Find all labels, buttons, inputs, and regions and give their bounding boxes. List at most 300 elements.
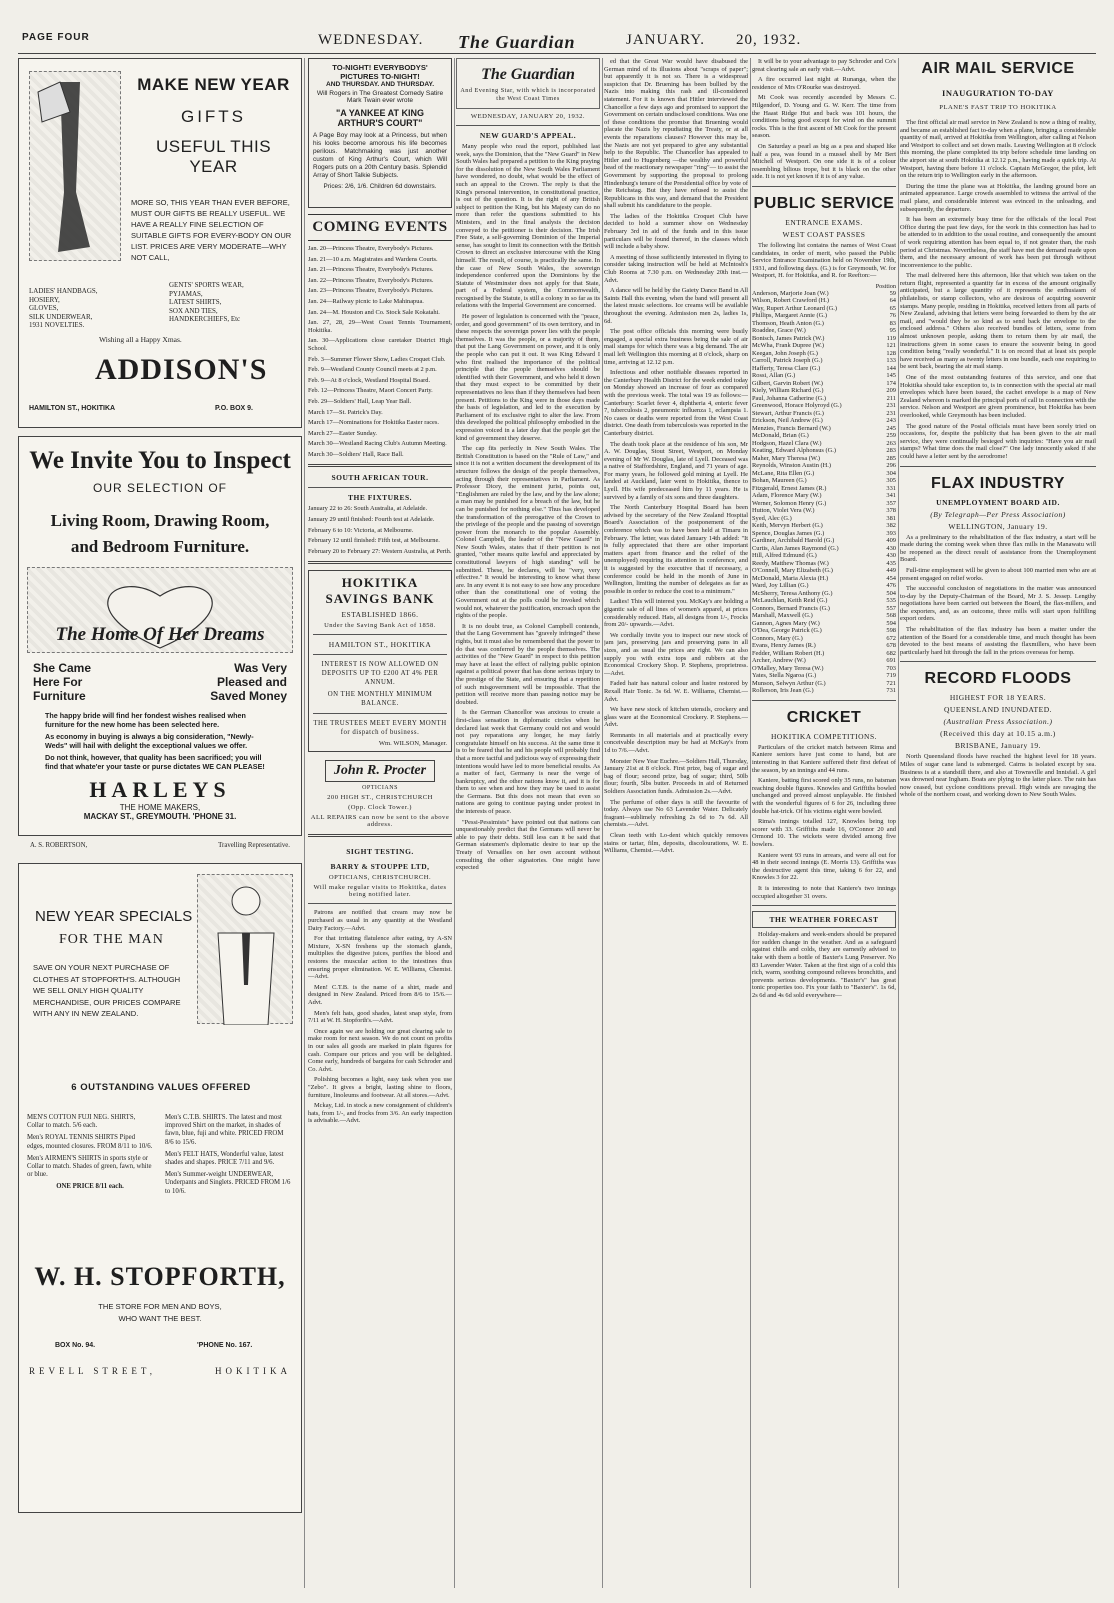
section-subtitle: THE FIXTURES. xyxy=(347,493,412,503)
candidate-name: McLauchlan, Keith Reid (G.) xyxy=(752,597,828,605)
list-item xyxy=(752,582,896,590)
list-item: SOX AND TIES, xyxy=(169,306,218,315)
candidate-position: 119 xyxy=(886,334,896,342)
list-item xyxy=(752,530,896,538)
candidate-position: 568 xyxy=(886,612,896,620)
candidate-position: 594 xyxy=(886,619,896,627)
candidate-position: 598 xyxy=(886,627,896,635)
candidate-name: Syed, Alec (G.) xyxy=(752,514,792,522)
offer-item: Men's FELT HATS, Wonderful value, latest shades and shapes. PRICE 7/11 and 9/6. xyxy=(165,1150,284,1167)
list-item xyxy=(752,335,896,343)
list-item xyxy=(752,365,896,373)
section-title: SIGHT TESTING. xyxy=(346,847,414,857)
candidate-name: Curtis, Alan James Raymond (G.) xyxy=(752,544,839,552)
paragraph: During the time the plane was at Hokitika, the landing ground bore an animated appearance. Large crowds assembled to witness the arrival of the mail plane, and considerable interest was evinced in the unloading, and subsequently, the departure. xyxy=(900,182,1096,213)
store-town: HOKITIKA xyxy=(215,1366,291,1376)
list-item xyxy=(752,395,896,403)
candidate-name: Rollerson, Iris Jean (G.) xyxy=(752,687,814,695)
press-credit: (Australian Press Association.) xyxy=(943,717,1053,727)
list-item xyxy=(752,567,896,575)
paragraph: Men's felt hats, good shades, latest snap style, from 7/11 at W. H. Stopforth's.—Advt. xyxy=(308,1009,452,1025)
paragraph: Jan. 27, 28, 29—West Coast Tennis Tournament, Hokitika. xyxy=(308,319,452,334)
paragraph: Ladies! This will interest you. McKay's are holding a gigantic sale of all lines of women's apparel, at prices considerably reduced. Hats, all designs from 1/-, Frocks from 20/- upwards.—Advt. xyxy=(604,598,748,629)
list-item xyxy=(752,402,896,410)
candidate-name: McDonald, Brian (G.) xyxy=(752,432,809,440)
ad-body: SAVE ON YOUR NEXT PURCHASE OF CLOTHES AT STOPFORTH'S. ALTHOUGH WE SELL ONLY HIGH QUALITY MERCHANDISE, OUR PRICES COMPARE WITH ANY IN NEW ZEALAND. xyxy=(33,963,181,1018)
candidate-position: 259 xyxy=(886,432,896,440)
section-title: AIR MAIL SERVICE xyxy=(921,60,1075,77)
store-name: HARLEYS xyxy=(89,777,231,802)
offers-left xyxy=(27,1114,153,1192)
list-item xyxy=(752,432,896,440)
paragraph: Is the German Chancellor was anxious to create a first-class sensation in diplomatic circles when he declared last week that Germany could not and would not pay reparations any longer, he may fairly congratulate himself on his success. At the same time it is to be feared that he and his people will probably find that a more tactful and judicious way of expressing their intentions would have led to more beneficial results. As a matter of fact, Germany is near the verge of bankruptcy, and the other nations know it, and it is for them to see when and how they may be used to assist the Germans. But this does not mean that even so nations are going to continue paying under protest in the interests of peace. xyxy=(456,709,600,816)
candidate-position: 245 xyxy=(886,424,896,432)
candidate-position: 133 xyxy=(886,357,896,365)
list-item: PYJAMAS, xyxy=(169,289,203,298)
slogan-line: Pleased and xyxy=(216,675,287,689)
paragraph: The North Canterbury Hospital Board has been advised by the secretary of the New Zealand Hospital Board's Association of the postponement of the conference which was to have been held at Timaru in February. The letter, was dated January 14th added: "It is fully appreciated that there are other important matters apart from finance and the relief of the unemployed) requiring its attention in conference, and it is suggested by the executive that if necessary, a conference could be held in the month of June in Wellington, limiting the number of delegates as far as possible in order to reduce the cost to a minimum." xyxy=(604,504,748,595)
masthead xyxy=(18,28,1096,54)
candidate-position: 145 xyxy=(886,372,896,380)
paragraph: Monster New Year Euchre.—Soldiers Hall, Thursday, January 21st at 8 o'clock. First prize, bag of sugar and bag of flour; second prize, bag of sugar; third, 50lb flour; fourth, 5lbs butter. Proceeds in aid of Returned Soldiers Association funds. Admission 2s.—Advt. xyxy=(604,757,748,796)
list-item: HANDKERCHIEFS, Etc xyxy=(169,315,241,324)
flax-body xyxy=(900,534,1096,657)
cinema-subtitle: AND THURSDAY. AND THURSDAY. xyxy=(325,81,435,88)
store-tag: THE STORE FOR MEN AND BOYS, xyxy=(98,1302,222,1311)
paragraph: A dance will be held by the Gaiety Dance Band in All Saints Hall this evening, when the band will present all the latest music selections. Ice creams will be available throughout the evening. Admission men 2s, ladies 1s, 6d. xyxy=(604,287,748,325)
optician-address: 200 HIGH ST., CHRISTCHURCH xyxy=(327,794,433,802)
sight-firm: BARRY & STOUPPE LTD, xyxy=(330,862,430,872)
paragraph: As economy in buying is always a big consideration, "Newly-Weds" will hail with delight the exceptional values we offer. xyxy=(45,732,254,750)
candidate-position: 209 xyxy=(886,387,896,395)
cinema-star: Will Rogers in The Greatest Comedy Satire Mark Twain ever wrote xyxy=(316,90,444,104)
list-item xyxy=(752,417,896,425)
paragraph: On Saturday a pearl as big as a pea and shaped like half a pea, was found in a mussel shell by Mr Bert Mitchell of Westport. On one side it is of a colour resembling bilious trope, but it is black on the other side. It is not yet known if it is of any value. xyxy=(752,142,896,181)
candidate-name: Gilbert, Garvin Robert (W.) xyxy=(752,379,823,387)
candidate-position: 476 xyxy=(886,582,896,590)
paragraph: Jan. 21—Princess Theatre, Everybody's Pictures. xyxy=(308,266,434,274)
air-mail-body xyxy=(900,119,1096,461)
paragraph: The post office officials this morning were busily engaged, a special extra business being the sale of air mail stamps for which there was a big demand. The air mail left Wellington this morning at 8 o'clock, sharp on time, arriving at 12.12 p.m. xyxy=(604,328,748,366)
candidate-position: 731 xyxy=(886,687,896,695)
cinema-prices: Prices: 2/6, 1/6. Children 6d downstairs. xyxy=(323,183,437,190)
section-subtitle: WEST COAST PASSES xyxy=(782,229,866,239)
candidate-name: O'Connell, Mary Elizabeth (G.) xyxy=(752,567,833,575)
candidate-position: 535 xyxy=(886,597,896,605)
bank-title: SAVINGS BANK xyxy=(325,591,435,607)
paragraph: Jan. 20—Princess Theatre, Everybody's Pictures. xyxy=(308,245,434,252)
candidate-name: Reedy, Matthew Thomas (W.) xyxy=(752,559,829,567)
paragraph: Feb. 12—Princess Theatre, Maori Concert Party. xyxy=(308,387,433,395)
list-item xyxy=(752,537,896,545)
candidate-name: McLane, Rita Ellen (G.) xyxy=(752,469,815,477)
events-list xyxy=(308,245,452,458)
cricket-body xyxy=(752,744,896,900)
paragraph: The mail delivered here this afternoon, like that which was taken on the return flight, represented a quantity far in excess of the amount originally anticipated, but a large quantity of it represents the enthusiasm of philatelists, or stamp collectors, who are desirous of acquiring souvenir stamps. Many people, residing in Hokitika, received letters from all parts of New Zealand, advising that letters were being forwarded to them by the air mail, and "would they be so kind as to send back the envelope to the enclosed address." Others also received bundles of letters, some from almost unknown people, asking them to return them by air mail, the instructions given in some cases to ensure the souvenir being in good condition being "really wonderful." It is on record that at least six people have received as many as twenty letters in one bundle, each one requiring to be sent back, bearing the air mail stamp. xyxy=(900,272,1096,371)
masthead-date: 20, 1932. xyxy=(736,32,802,48)
section-title: SOUTH AFRICAN TOUR. xyxy=(331,473,429,483)
candidate-name: Phillips, Margaret Annie (G.) xyxy=(752,312,827,320)
list-item xyxy=(752,605,896,613)
list-item xyxy=(752,372,896,380)
column-rule xyxy=(602,58,603,1588)
candidate-position: 231 xyxy=(886,409,896,417)
ad-heading: USEFUL THIS YEAR xyxy=(155,137,272,176)
list-item xyxy=(752,327,896,335)
couple-illustration xyxy=(27,567,293,653)
rep-name: A. S. ROBERTSON, xyxy=(30,842,88,849)
bank-interest: INTEREST IS NOW ALLOWED ON DEPOSITS UP TO £200 AT 4% PER ANNUM. xyxy=(321,661,439,687)
paragraph: The perfume of other days is still the favourite of today. Always use No 63 Lavender Water. Delicately fragrant—sublimely refreshing 2s 6d to 7s 6d. All chemists.—Advt. xyxy=(604,798,748,829)
date-line: WEDNESDAY, JANUARY 20, 1932. xyxy=(470,113,586,120)
list-item: GENTS' SPORTS WEAR, xyxy=(169,281,244,289)
list-item xyxy=(752,492,896,500)
wish-line: Wishing all a Happy Xmas. xyxy=(99,335,182,344)
column-6 xyxy=(900,58,1096,1588)
paragraph: Feb. 9—Westland County Council meets at 2 p.m. xyxy=(308,366,437,374)
ad-heading: and Bedroom Furniture. xyxy=(70,537,250,556)
offer-item: Men's ROYAL TENNIS SHIRTS Piped edges, mounted closures. FROM 8/11 to 10/6. xyxy=(27,1134,153,1150)
candidate-name: Gardiner, Archibald Harold (G.) xyxy=(752,537,835,545)
paragraph: February 12 until finished: Fifth test, at Melbourne. xyxy=(308,537,440,545)
sight-body: Will make regular visits to Hokitika, dates being notified later. xyxy=(313,884,447,899)
paragraph: Patrons are notified that cream may now be purchased as usual in any quantity at the Westland Dairy Factory.—Advt. xyxy=(308,909,452,932)
ad-heading: GIFTS xyxy=(180,107,247,126)
candidate-name: Fitzgerald, Ernest James (R.) xyxy=(752,484,827,492)
optician-logo: John R. Procter xyxy=(325,760,435,782)
column-rule xyxy=(898,58,899,1588)
bank-act: Under the Saving Bank Act of 1858. xyxy=(324,622,436,630)
ad-heading: MAKE NEW YEAR xyxy=(137,75,290,94)
section-title: FLAX INDUSTRY xyxy=(931,474,1065,492)
paragraph: The cap fits perfectly in New South Wales. The British Constitution is based on the "Rule of Law," and since it is not a written document the development of its structure follows the design of the people themselves, acting through their representatives in Parliament. As Professor Dicey, the eminent jurist, points out, "Englishmen are ruled by the law, and by the law alone; a man may be punished for a breach of the law, but he can be punished for nothing else." Thus has developed the transformation of the prerogative of the Crown to the privilege of the people and the passing of sovereign power from the monarch to the popular Assembly. Colonel Campbell, the leader of the "New Guard" in New South Wales, states that if their petition is not granted, "other means quite lawful and appreciated by constitutional lawyers of high standing" will be submitted. These, he declares, will be "very, very effective." It would be interesting to know what these are. In any event it is not easy to see how any procedure other than the constitutional one of voting the Government out at the polls could be invoked which would not, whatever the justification, encroach upon the rights of the people. xyxy=(456,445,600,620)
candidate-name: Roaddee, Grace (W.) xyxy=(752,327,806,335)
candidate-position: 128 xyxy=(886,349,896,357)
candidate-name: Spence, Douglas James (G.) xyxy=(752,529,825,537)
paragraph: Jan. 24—M. Houston and Co. Stock Sale Kokatahi. xyxy=(308,308,440,316)
bank-manager: Wm. WILSON, Manager. xyxy=(378,740,447,748)
optician-sub: OPTICIANS xyxy=(362,785,398,792)
store-phone: 'PHONE No. 167. xyxy=(197,1342,253,1349)
paragraph: The first official air mail service in New Zealand is now a thing of reality, and became an established fact to-day when a plane, bringing a considerable quantity of mail, arrived at Hokitika from Wellington, after calling at Nelson and Westport to collect and set down mails. Leaving Wellington at 8 o'clock this morning, the plane completed its trip before schedule time landing on the airport site at south Hokitika at 12.12 p.m., having made a quick trip. At Westport, having there before 11 o'clock. Captain McGregor, the pilot, left on the return trip to Wellington early in the afternoon. xyxy=(900,119,1096,180)
candidate-position: 341 xyxy=(886,492,896,500)
paragraph: Feb. 29—Soldiers' Hall, Leap Year Ball. xyxy=(308,397,412,405)
notes-list xyxy=(308,909,452,1124)
candidate-position: 381 xyxy=(886,514,896,522)
bank-trustees: THE TRUSTEES MEET EVERY MONTH for dispatch of business. xyxy=(313,720,447,737)
candidate-name: Greenwood, Horace Holyroyd (G.) xyxy=(752,402,842,410)
candidate-position: 121 xyxy=(886,342,896,350)
paragraph: March 17—St. Patrick's Day. xyxy=(308,408,383,416)
dateline: BRISBANE, January 19. xyxy=(955,741,1041,751)
ps-pass-list xyxy=(752,290,896,695)
candidate-name: Hutton, Violet Vera (W.) xyxy=(752,507,815,515)
list-item xyxy=(752,552,896,560)
man-figure-illustration xyxy=(197,874,293,1024)
paragraph: He power of legislation is concerned with the "peace, order, and good government" of its own territory, and in these respects the sovereign power lies with the people themselves. It was the people, or a majority of them, that put the Lang Government on power, and it is only the people who can put it out. It was King Edward I who first realised the importance of the political principle that the people themselves should be identified with their Government, and who held it down that they must expect to be committed by their representatives no less than if they themselves had been present. Petitions to the King were in those days made the basis of legislation, and led to the execution by Parliament of its exclusive right to alter the law. From this developed the political philosophy embodied in the expression voiced in a later day that the people get the kind of government they deserve. xyxy=(456,313,600,442)
offer-item: MEN'S COTTON FUJI NEG. SHIRTS, Collar to match. 5/6 each. xyxy=(27,1114,136,1130)
candidate-name: Keegan, John Joseph (G.) xyxy=(752,349,818,357)
section-subtitle: ENTRANCE EXAMS. xyxy=(785,217,863,227)
list-item xyxy=(752,485,896,493)
column-rule xyxy=(304,58,305,1588)
paragraph: Jan. 23—Princess Theatre, Everybody's Pictures. xyxy=(308,287,434,295)
list-item xyxy=(752,440,896,448)
candidate-name: Hodgson, Hazel Clara (W.) xyxy=(752,439,822,447)
news-paragraphs xyxy=(752,58,896,181)
store-box: P.O. BOX 9. xyxy=(215,405,253,412)
list-item xyxy=(752,522,896,530)
list-item xyxy=(752,320,896,328)
paragraph: Kaniere went 93 runs in arrears, and were all out for 48 in their second innings (E. Morris 13). Griffiths was the destructive agent this time, taking 6 for 22, and Knowles 3 for 22. xyxy=(752,851,896,882)
paragraph: Kaniere, batting first scored only 35 runs, no batsman reaching double figures. Knowles and Griffiths bowled unchanged and proved almost unplayable. He finished with the wonderful figures of 6 for 26, including three double hat-trick. Of his victims eight were bowled. xyxy=(752,777,896,815)
list-item xyxy=(752,477,896,485)
paragraph: Faded hair has natural colour and lustre restored by Rexall Hair Tonic. 3s 6d. W. E. Williams, Chemist.— Advt. xyxy=(604,680,748,703)
harleys-advert xyxy=(18,436,302,836)
paragraph: Jan. 24—Railway picnic to Lake Mahinapua. xyxy=(308,297,424,305)
candidate-position: 430 xyxy=(886,544,896,552)
candidate-name: Yates, Stella Ngaroa (G.) xyxy=(752,672,817,680)
store-address: HAMILTON ST., HOKITIKA xyxy=(29,405,116,412)
store-tag: THE HOME MAKERS, xyxy=(119,803,201,812)
list-item xyxy=(752,575,896,583)
stocking-leg-icon xyxy=(30,72,122,262)
slogan-line: Here For xyxy=(33,675,83,689)
ladies-list xyxy=(29,287,159,330)
candidate-position: 59 xyxy=(889,289,896,297)
candidate-name: Adam, Florence Mary (W.) xyxy=(752,492,822,500)
list-item xyxy=(752,342,896,350)
section-subtitle: PLANE'S FAST TRIP TO HOKITIKA xyxy=(939,104,1057,111)
candidate-position: 211 xyxy=(886,394,896,402)
cinema-body: A Page Boy may look at a Princess, but when his looks become amorous his life becomes perilous. Matchmaking was just another custom of King Arthur's Court, which Will Rogers puts on a 20th Century basis. Splendid Array of Short Talkie Subjects. xyxy=(313,132,447,179)
dateline: WELLINGTON, January 19. xyxy=(948,521,1048,531)
candidate-position: 435 xyxy=(886,559,896,567)
ad-subheading: FOR THE MAN xyxy=(59,932,164,947)
masthead-day: WEDNESDAY. xyxy=(318,32,424,48)
addisons-advert xyxy=(18,58,302,428)
list-item xyxy=(752,462,896,470)
paragraph: The good nature of the Postal officials must have been sorely tried on occasions, for, despite the publicity that has been given to the air mail service, they were continually besieged with inquiries: "Have you air mail stamps? What time does the mail close?" One lady innocently asked if she could have a letter sent by the aerodrome! xyxy=(900,422,1096,460)
candidate-name: Wilson, Robert Crawford (H.) xyxy=(752,297,829,305)
candidate-name: Gannon, Agnes Mary (W.) xyxy=(752,619,820,627)
paper-flag xyxy=(456,58,600,109)
paragraph: "Pessi-Pessimists" have pointed out that nations can unquestionably predict that the Germans will never be able to pay their debts. Still less can it be said that German statesmen's diplomatic desire to tear up the Treaty of Versailles on her own account without consulting the other signatories. One might have expected xyxy=(456,818,600,872)
paragraph: Rima's innings totalled 127, Knowles being top scorer with 33. Griffiths made 16, O'Connor 20 and Ormond 10. The wickets were divided among five bowlers. xyxy=(752,818,896,848)
list-item xyxy=(752,650,896,658)
paragraph: Once again we are holding our great clearing sale to make room for next season. We do not count on profits in our sales all goods are marked in plain figures for cash. Compare our prices and you will be delighted. Come early, hundreds of bargains for cash Schroder and Co. Advt. xyxy=(308,1027,452,1073)
candidate-name: Evans, Henry James (R.) xyxy=(752,642,816,650)
candidate-name: McDonald, Maria Alexia (H.) xyxy=(752,574,829,582)
candidate-name: Erickson, Neil Andrew (G.) xyxy=(752,417,823,425)
paragraph: The rehabilitation of the flax industry has been a matter under the attention of the Board for a considerable time, and much thought has been devoted to the best means of assisting the flaxmillers, who have been particularly hard hit through the fall in the prices overseas for hemp. xyxy=(900,626,1096,656)
list-item xyxy=(752,657,896,665)
candidate-name: Way, Rupert Arthur Leonard (G.) xyxy=(752,304,837,312)
store-box: BOX No. 94. xyxy=(55,1342,96,1349)
candidate-position: 263 xyxy=(886,439,896,447)
candidate-name: McSherry, Teresa Anthony (G.) xyxy=(752,589,833,597)
gents-list xyxy=(169,281,299,324)
list-item xyxy=(752,455,896,463)
section-subtitle: UNEMPLOYMENT BOARD AID. xyxy=(936,497,1060,507)
column-2 xyxy=(308,58,452,1588)
list-item xyxy=(752,470,896,478)
paragraph: Jan. 21—10 a.m. Magistrates and Wardens Courts. xyxy=(308,255,438,263)
offer-item: Men's Summer-weight UNDERWEAR, Underpants and Singlets. PRICED FROM 1/6 to 10/6. xyxy=(165,1171,291,1195)
rep-title: Travelling Representative. xyxy=(218,842,290,849)
candidate-position: 357 xyxy=(886,499,896,507)
candidate-position: 243 xyxy=(886,417,896,425)
slogan-line: She Came xyxy=(33,661,92,675)
candidate-name: Menzies, Francis Bernard (W.) xyxy=(752,424,831,432)
candidate-name: O'Dea, George Patrick (G.) xyxy=(752,627,822,635)
list-item xyxy=(752,350,896,358)
candidate-position: 305 xyxy=(886,477,896,485)
list-item xyxy=(752,665,896,673)
candidate-name: Bohan, Maureen (G.) xyxy=(752,477,807,485)
candidate-position: 719 xyxy=(886,672,896,680)
column-rule xyxy=(750,58,751,1588)
man-with-shirt-icon xyxy=(198,875,294,1025)
candidate-name: Carroll, Patrick Joseph (G.) xyxy=(752,357,823,365)
slogan-left xyxy=(33,661,91,703)
cinema-film-title: "A YANKEE AT KING ARTHUR'S COURT" xyxy=(336,108,424,128)
list-item xyxy=(752,305,896,313)
section-subtitle: HOKITIKA COMPETITIONS. xyxy=(771,731,877,741)
offers-right xyxy=(165,1114,291,1196)
candidate-position: 283 xyxy=(886,447,896,455)
candidate-name: Ward, Joy Lillian (G.) xyxy=(752,582,809,590)
store-street: REVELL STREET, xyxy=(29,1366,156,1376)
candidate-name: O'Malley, Mary Teresa (W.) xyxy=(752,664,824,672)
candidate-position: 174 xyxy=(886,379,896,387)
paragraph: Feb. 9—At 8 o'clock, Westland Hospital Board. xyxy=(308,376,431,384)
list-item xyxy=(752,500,896,508)
list-item xyxy=(752,635,896,643)
list-item xyxy=(752,387,896,395)
candidate-position: 144 xyxy=(886,364,896,372)
candidate-position: 304 xyxy=(886,469,896,477)
candidate-name: Connors, Bernard Francis (G.) xyxy=(752,604,830,612)
editorial-body xyxy=(456,143,600,872)
candidate-name: Fedder, William Robert (H.) xyxy=(752,649,825,657)
candidate-position: 672 xyxy=(886,634,896,642)
paragraph: Infectious and other notifiable diseases reported in the Canterbury Health District for the week ended today on Monday showed an increase of four as compared with the previous week. The total was 19 as follows:— Canterbury: Scarlet fever 4, diphtheria 4, enteric fever 7, tuberculosis 2, pneumonic influenza 1, eclampsia 1. No cases or deaths were reported from the West Coast district. One death from tuberculosis was reported in the Canterbury district. xyxy=(604,369,748,437)
paragraph: Full-time employment will be given to about 100 married men who are at present engaged on relief works. xyxy=(900,566,1096,582)
ps-position-label: Position xyxy=(875,282,896,290)
store-name: ADDISON'S xyxy=(95,353,268,386)
paragraph: The happy bride will find her fondest wishes realised when furniture for the new home has been selected here. xyxy=(45,711,246,729)
candidate-name: Munson, Selwyn Arthur (G.) xyxy=(752,679,826,687)
bank-balance: ON THE MONTHLY MINIMUM BALANCE. xyxy=(327,691,433,708)
column-adverts xyxy=(18,58,302,1588)
candidate-position: 378 xyxy=(886,507,896,515)
paragraph: Polishing becomes a light, easy task when you use "Zebo". It gives a bright, lasting shine to floors, furniture, linoleums and footwear. At all stores.—Advt. xyxy=(308,1076,452,1099)
list-item xyxy=(752,590,896,598)
optician-repairs: ALL REPAIRS can now be sent to the above address. xyxy=(310,814,450,829)
candidate-position: 76 xyxy=(889,312,896,320)
list-item xyxy=(752,680,896,688)
paragraph: Mt Cook was recently ascended by Messrs C. Hilgendorf, D. Young and G. W. Kerr. The time from the Haast Ridge Hut and back was 101 hours, the conditions being good except for wind on the summit rocks. This is the first ascent of Mt Cook for the present season. xyxy=(752,94,896,140)
paragraph: It has been an extremely busy time for the officials of the local Post Office during the past few days, for the work in this connection has had to be attended to in addition to the usual routine, and consequently the amount of work requiring attention has been equal to, if not greater than, the rush period at Christmas. Nevertheless, the staff have met the demand made upon them, and the necessary amount of work has been put through without inconvenience to the public. xyxy=(900,216,1096,269)
slogan-line: Saved Money xyxy=(210,689,287,703)
fixtures-list xyxy=(308,505,452,555)
list-item xyxy=(752,687,896,695)
paragraph: March 17—Nominations for Hokitika Easter races. xyxy=(308,419,439,427)
candidate-position: 721 xyxy=(886,679,896,687)
candidate-name: Thomson, Heath Anton (G.) xyxy=(752,319,824,327)
list-item xyxy=(752,620,896,628)
cinema-advert xyxy=(308,58,452,208)
list-item xyxy=(752,357,896,365)
candidate-position: 678 xyxy=(886,642,896,650)
list-item: HOSIERY, xyxy=(29,295,60,304)
candidate-position: 331 xyxy=(886,484,896,492)
weather-body: Holiday-makers and week-enders should be prepared for sudden change in the weather. And as a safeguard against chills and colds, they are earnestly advised to take with them a bottle of Baxter's Lung Preserver. No 83 Lavender Water. Taken at the first sign of a cold this rich, warm, soothing compound relieves bronchitis, and prevents serious developments. "Baxter's" has great tonic properties too. Fix your faith to "Baxter's". 1s 6d, 2s 6d and 4s 6d sold everywhere— xyxy=(752,931,896,999)
offer-item: ONE PRICE 8/11 each. xyxy=(56,1183,124,1191)
savings-bank-advert xyxy=(308,570,452,752)
paragraph: It will be to your advantage to pay Schroder and Co's great clearing sale an early visit.—Advt. xyxy=(752,58,896,73)
candidate-name: Werner, Solomon Henry (G.) xyxy=(752,499,827,507)
paragraph: Mckay, Ltd. in stock a new consignment of children's hats, from 1/-, and frocks from 3/6. An early inspection is advisable.—Advt. xyxy=(308,1102,452,1125)
list-item xyxy=(752,447,896,455)
paragraph: The successful conclusion of negotiations in the matter was announced to-day by the Deputy-Chairman of the Board, Mr J. S. Jessep. Lengthy negotiations have been carried out between the Board, the flax-millers, and the exporters, and, as an outcome, three mills will start upon fulfilling export orders. xyxy=(900,585,1096,623)
candidate-name: Rossi, Allan (G.) xyxy=(752,372,796,380)
list-item: SILK UNDERWEAR, xyxy=(29,312,93,321)
woman-figure-illustration xyxy=(29,71,121,261)
slogan-right xyxy=(210,661,287,703)
candidate-position: 65 xyxy=(889,304,896,312)
bank-title: HOKITIKA xyxy=(341,575,419,591)
ad-heading: We Invite You to Inspect xyxy=(29,447,291,474)
column-5 xyxy=(752,58,896,1588)
masthead-month: JANUARY. xyxy=(626,32,705,48)
section-title: CRICKET xyxy=(786,708,862,726)
list-item: GLOVES, xyxy=(29,304,59,313)
candidate-position: 95 xyxy=(889,327,896,335)
list-item: 1931 NOVELTIES. xyxy=(29,321,85,330)
candidate-position: 382 xyxy=(886,522,896,530)
paragraph: One of the most outstanding features of this service, and one that Hokitika should take exception to, is in connection with the special air mail envelopes which have been issued, the cachet envelope is a map of New Zealand whereon is marked the principal ports of call in connection with the service. Nelson and Westport are given prominence, but Hokitika has been overlooked, while Greymouth has been included. xyxy=(900,374,1096,419)
list-item xyxy=(752,612,896,620)
paragraph: Particulars of the cricket match between Rima and Kaniere seniors have just come to hand, but are interesting in that Kaniere suffered their first defeat of the season, by an innings and 44 runs. xyxy=(752,743,896,774)
optician-advert xyxy=(308,760,452,828)
ad-body xyxy=(19,703,301,771)
cinema-title: TO-NIGHT! EVERYBODYS' PICTURES TO-NIGHT! xyxy=(332,63,428,81)
offer-item: Men's C.T.B. SHIRTS. The latest and most improved Shirt on the market, in shades of fawn, blue, fuji and white. PRICED FROM 8/6 to 15/6. xyxy=(165,1114,284,1146)
section-subtitle: QUEENSLAND INUNDATED. xyxy=(944,705,1052,715)
paragraph: For that irritating flatulence after eating, try A-SN Mixture, X-SN freshens up the stomach glands, multiplies the digestive juices, purifies the blood and restores the muscular action to the intestines thus ensuring proper elimination. W. E. Williams, Chemist.—Advt. xyxy=(308,935,452,981)
press-credit: (By Telegraph—Per Press Association) xyxy=(930,509,1066,519)
section-title: RECORD FLOODS xyxy=(924,670,1072,688)
paragraph: ed that the Great War would have disabused the German mind of its illusions about "scraps of paper"; but apparently it is not so. There is a widespread suspicion that Dr. Bruening has been bullied by the Nazis into making this rash and ill-considered statement. For it is known that Hitler interviewed the Chancellor a few days ago and promised to support the Government on certain undisclosed conditions. Was one of these conditions the promise that Bruening would placate the Nazis by repudiating the Treaty, or at all events the reparations clauses? However this may be, the Nazis are not yet prepared to give any substantial help to the Republic. The Chancellor has appealed to Hitler and to Hugenberg —the wealthy and powerful head of the reactionary newspaper "ring"— to assist the Government by supporting the proposal to prolong Hindenburg's tenure of the Presidential office by vote of the Reichstag. But they have refused to assist the Republicans in this way, and demand that the President shall submit his candidature to the people. xyxy=(604,58,748,210)
received-line: (Received this day at 10.15 a.m.) xyxy=(940,729,1056,739)
paragraph: Men! C.T.B. is the name of a shirt, made and designed in New Zealand. Priced from 8/6 to 15/6.—Advt. xyxy=(308,983,452,1006)
candidate-position: 449 xyxy=(886,567,896,575)
ad-heading: NEW YEAR SPECIALS xyxy=(35,908,193,925)
list-item xyxy=(752,312,896,320)
section-title: THE WEATHER FORECAST xyxy=(752,911,896,928)
column-3 xyxy=(456,58,600,1588)
paragraph: March 27—Easter Sunday. xyxy=(308,429,377,437)
paragraph: We cordially invite you to inspect our new stock of jam jars, preserving jars and preserving pans in all sizes, and as usual the prices are right. We can also supply you with extra tops and rubbers at the Economical Crockery Shop. P. Stephens, proprietress. —Advt. xyxy=(604,631,748,677)
paragraph: February 20 to February 27: Western Australia, at Perth. xyxy=(308,547,452,555)
list-item xyxy=(752,545,896,553)
slogan-line: Furniture xyxy=(33,689,86,703)
candidate-position: 83 xyxy=(889,319,896,327)
paragraph: A meeting of those sufficiently interested in flying to consider taking instruction will be held at McIntosh's Club Rooms at 7.30 p.m. on Wednesday 20th inst.—Advt. xyxy=(604,253,748,284)
optician-opposite: (Opp. Clock Tower.) xyxy=(348,804,412,812)
